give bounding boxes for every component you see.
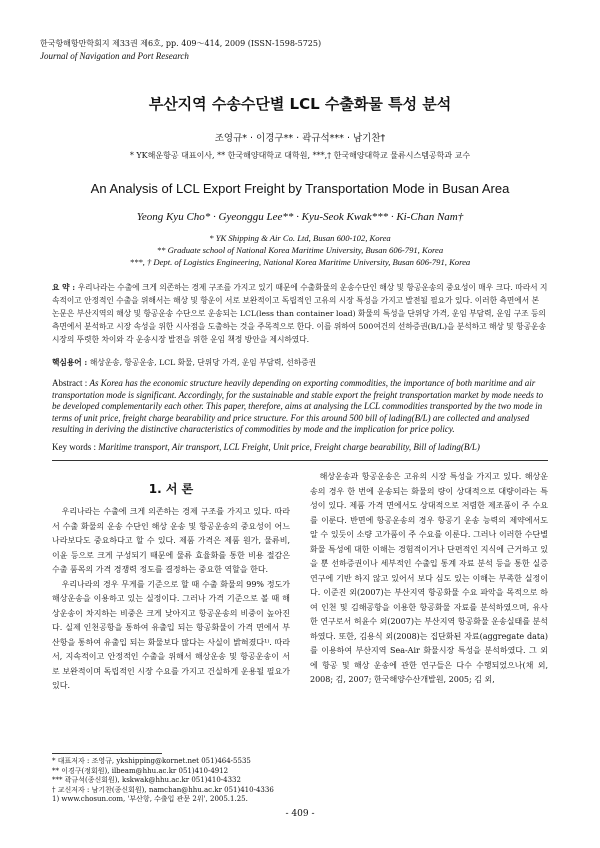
title-korean: 부산지역 수송수단별 LCL 수출화물 특성 분석 (148, 95, 452, 113)
abstract-english-text: As Korea has the economic structure heavily depending on exporting commodities, the importance of both maritime and air transportation mode is significant. Accordingly, for the sustainable and stable export the freight transportation market by mode needs to be developed complementarily each other. This paper, therefore, aims at analysing the LCL commodities transported by the two mode in terms of unit price, freight charge bearability and price structure. For this around 500 bill of lading(B/L) are collected and analysed resulting in deriving the distinctive characteristics of commodities by mode and the implication for price policy. (52, 378, 544, 435)
paragraph: 해상운송과 항공운송은 고유의 시장 특성을 가지고 있다. 해상운송의 경우 한 번에 운송되는 화물의 량이 상대적으로 대량이라는 특성이 있다. 제품 가격 면에서도 상대적으로 저렴한 제조품이 주 수요를 이룬다. 반면에 항공운송의 경우 항공기 운송 능력의 제약에서도 알 수 있듯이 소량 고가품이 주 수요를 이룬다. 그러나 이러한 수단별 화물 특성에 대한 이해는 경험적이거나 단편적인 지식에 근거하고 있을 뿐 선하증권이나 세부적인 수출입 통계 자료 분석 등을 통한 실증 연구에 기반 하지 않고 있어서 보다 심도 있는 이해는 부족한 실정이다. 이준진 외(2007)는 부산지역 항공화물 수요 파악을 목적으로 하여 인천 및 김해공항을 이용한 항공화물 자료를 분석하였으며, 유사한 연구로서 허윤수 외(2007)는 부산지역 항공화물 운송실태를 분석하였다. 또한, 김용식 외(2008)는 집단화된 자료(aggregate data)를 이용하여 부산지역 Sea-Air 화물시장 특성을 분석하였다. 그 외에 항공 및 해상 운송에 관한 연구들은 다수 수행되었으나(채 외, 2008; 김, 2007; 한국해양수산개발원, 2005; 김 외, (310, 472, 548, 684)
section-heading: 1. 서 론 (148, 482, 194, 496)
abstract-korean (52, 281, 548, 346)
keywords-english (52, 442, 548, 452)
body-left-column (52, 505, 290, 694)
journal-citation: 한국항해항만학회지 제33권 제6호, pp. 409～414, 2009 (ISSN-1598-5725) (40, 39, 322, 48)
footnotes (52, 757, 372, 805)
abstract-korean-label: 요 약 : (52, 283, 78, 292)
footnote: † 교신저자 : 남기찬(종신회원), namchan@hhu.ac.kr 051)410-4336 (52, 785, 274, 794)
footnote: * 대표저자 : 조영규, ykshipping@kornet.net 051)464-5535 (52, 757, 251, 765)
affiliation-line: ***, † Dept. of Logistics Engineering, National Korea Maritime University, Busan 606-791, Korea (129, 257, 471, 267)
page-number: - 409 - (285, 809, 315, 819)
affiliations-korean: * YK해운항공 대표이사, ** 한국해양대학교 대학원, ***,† 한국해양대학교 물류시스템공학과 교수 (129, 151, 471, 160)
body-right-column (310, 470, 548, 688)
footnote-divider (52, 753, 162, 754)
authors-english: Yeong Kyu Cho* · Gyeonggu Lee** · Kyu-Seok Kwak*** · Ki-Chan Nam† (136, 211, 464, 223)
keywords-korean-text: 해상운송, 항공운송, LCL 화물, 단위당 가격, 운임 부담력, 선하증권 (89, 358, 316, 367)
keywords-english-label: Key words : (52, 442, 99, 452)
journal-name-en: Journal of Navigation and Port Research (40, 51, 189, 61)
abstract-english-label: Abstract : (52, 378, 90, 388)
affiliations-english (0, 232, 600, 268)
authors-korean: 조영규* · 이경구** · 곽규석*** · 남기찬† (214, 133, 386, 144)
keywords-korean-label: 핵심용어 : (52, 358, 90, 367)
title-english: An Analysis of LCL Export Freight by Transportation Mode in Busan Area (90, 181, 510, 196)
journal-header (40, 38, 321, 62)
paragraph: 우리나라는 수출에 크게 의존하는 경제 구조를 가지고 있다. 따라서 수출 화물의 운송 수단인 해상 운송 및 항공운송의 중요성이 어느 나라보다도 중요하다고 할 수 있다. 제품 가격은 제품 원가, 물류비, 이윤 등으로 크게 구성되기 때문에 물류 효율화를 통한 비용 절감은 수출 품목의 가격 경쟁력 정도를 결정하는 중요한 역할을 한다. (52, 507, 290, 574)
keywords-korean (52, 357, 548, 368)
section-divider (52, 460, 548, 461)
abstract-korean-text: 우리나라는 수출에 크게 의존하는 경제 구조를 가지고 있기 때문에 수출화물의 운송수단인 해상 및 항공운송의 중요성이 매우 크다. 따라서 지속적이고 안정적인 수출을 위해서는 해상 및 항운이 서로 보완적이고 독립적인 고유의 시장 특성을 가지고 발전될 필요가 있다. 이러한 측면에서 본 논문은 부산지역의 해상 및 항공운송 수단으로 운송되는 LCL(less than container load) 화물의 특성을 단위당 가격, 운임 부담력, 운임 구조 등의 측면에서 분석하고 시장 속성을 위한 시사점을 도출하는 것을 주목적으로 한다. 이를 위하여 500여건의 선하증권(B/L)을 분석하고 해상 및 항공운송 시장의 뚜렷한 차이와 각 운송시장 발전을 위한 운임 책정 방안을 제시하였다. (52, 283, 548, 344)
footnote: ** 이경구(정회원), ilbeam@hhu.ac.kr 051)410-4912 (52, 766, 229, 775)
paragraph: 우리나라의 경우 무게를 기준으로 할 때 수출 화물의 99% 정도가 해상운송을 이용하고 있는 실정이다. 그러나 가격 기준으로 볼 때 해상운송이 차지하는 비중은 크게 낮아지고 항공운송의 비중이 높아진다. 실제 인천공항을 통하여 유출입 되는 항공화물이 가격 면에서 부산항을 통하여 유출입 되는 화물보다 많다는 사실이 밝혀졌다¹⁾. 따라서, 지속적이고 안정적인 수출을 위해서 해상운송 및 항공운송이 서로 보완적이며 독립적인 시장 수요를 가지고 건실하게 운용될 필요가 있다. (52, 579, 290, 690)
footnote: 1) www.chosun.com, '부산항, 수출입 관문 2위', 2005.1.25. (52, 795, 248, 804)
footnote: *** 곽규석(종신회원), kskwak@hhu.ac.kr 051)410-4332 (52, 776, 241, 785)
keywords-english-text: Maritime transport, Air transport, LCL Freight, Unit price, Freight charge bearability, Bill of lading(B/L) (98, 442, 480, 452)
affiliation-line: * YK Shipping & Air Co. Ltd, Busan 600-102, Korea (209, 233, 391, 243)
abstract-english (52, 378, 548, 436)
affiliation-line: ** Graduate school of National Korea Maritime University, Busan 606-791, Korea (156, 245, 444, 255)
